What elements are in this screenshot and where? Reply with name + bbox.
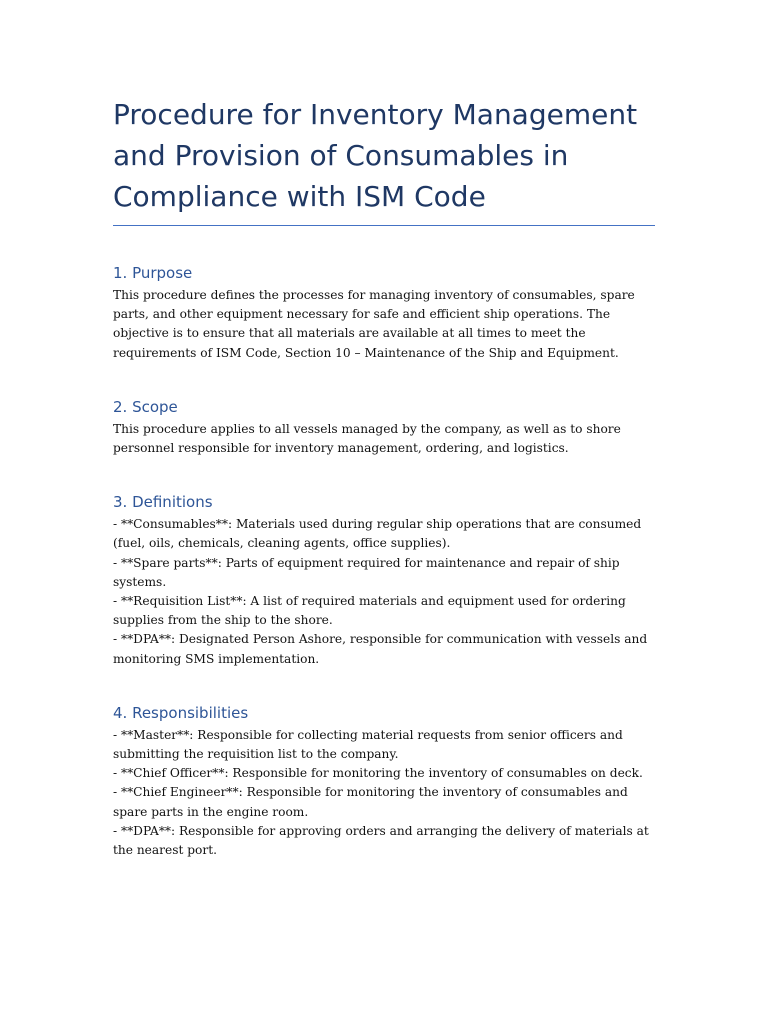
list-item: - **Chief Engineer**: Responsible for monitoring the inventory of consumables and spare parts in the engine room. xyxy=(113,785,628,819)
section-body-purpose: This procedure defines the processes for managing inventory of consumables, spare parts, and other equipment necessary for safe and efficient ship operations. The objective is to ensure that all materials are available at all times to meet the requirements of ISM Code, Section 10 – Maintenance of the Ship and Equipment. xyxy=(113,288,635,360)
responsibilities-list xyxy=(113,726,655,860)
list-item: - **Master**: Responsible for collecting material requests from senior officers and submitting the requisition list to the company. xyxy=(113,727,623,762)
section-body-scope: This procedure applies to all vessels managed by the company, as well as to shore personnel responsible for inventory management, ordering, and logistics. xyxy=(113,421,621,456)
section-heading-definitions: 3. Definitions xyxy=(113,493,213,512)
document-title: Procedure for Inventory Management and Provision of Consumables in Compliance with ISM Code xyxy=(113,94,655,226)
definitions-list xyxy=(113,515,655,669)
section-responsibilities xyxy=(113,703,655,860)
list-item: - **Spare parts**: Parts of equipment required for maintenance and repair of ship systems. xyxy=(113,555,620,589)
section-purpose xyxy=(113,263,655,363)
list-item: - **DPA**: Designated Person Ashore, responsible for communication with vessels and monitoring SMS implementation. xyxy=(113,632,648,666)
list-item: - **DPA**: Responsible for approving orders and arranging the delivery of materials at the nearest port. xyxy=(113,823,649,858)
document-page xyxy=(113,94,655,860)
section-definitions xyxy=(113,492,655,669)
list-item: - **Requisition List**: A list of required materials and equipment used for ordering supplies from the ship to the shore. xyxy=(113,594,626,628)
section-heading-responsibilities: 4. Responsibilities xyxy=(113,703,249,722)
section-scope xyxy=(113,397,655,458)
section-heading-purpose: 1. Purpose xyxy=(113,264,193,282)
list-item: - **Chief Officer**: Responsible for monitoring the inventory of consumables on deck. xyxy=(113,766,643,781)
list-item: - **Consumables**: Materials used during regular ship operations that are consumed (fuel, oils, chemicals, cleaning agents, office supplies). xyxy=(113,517,642,551)
section-heading-scope: 2. Scope xyxy=(113,397,178,416)
